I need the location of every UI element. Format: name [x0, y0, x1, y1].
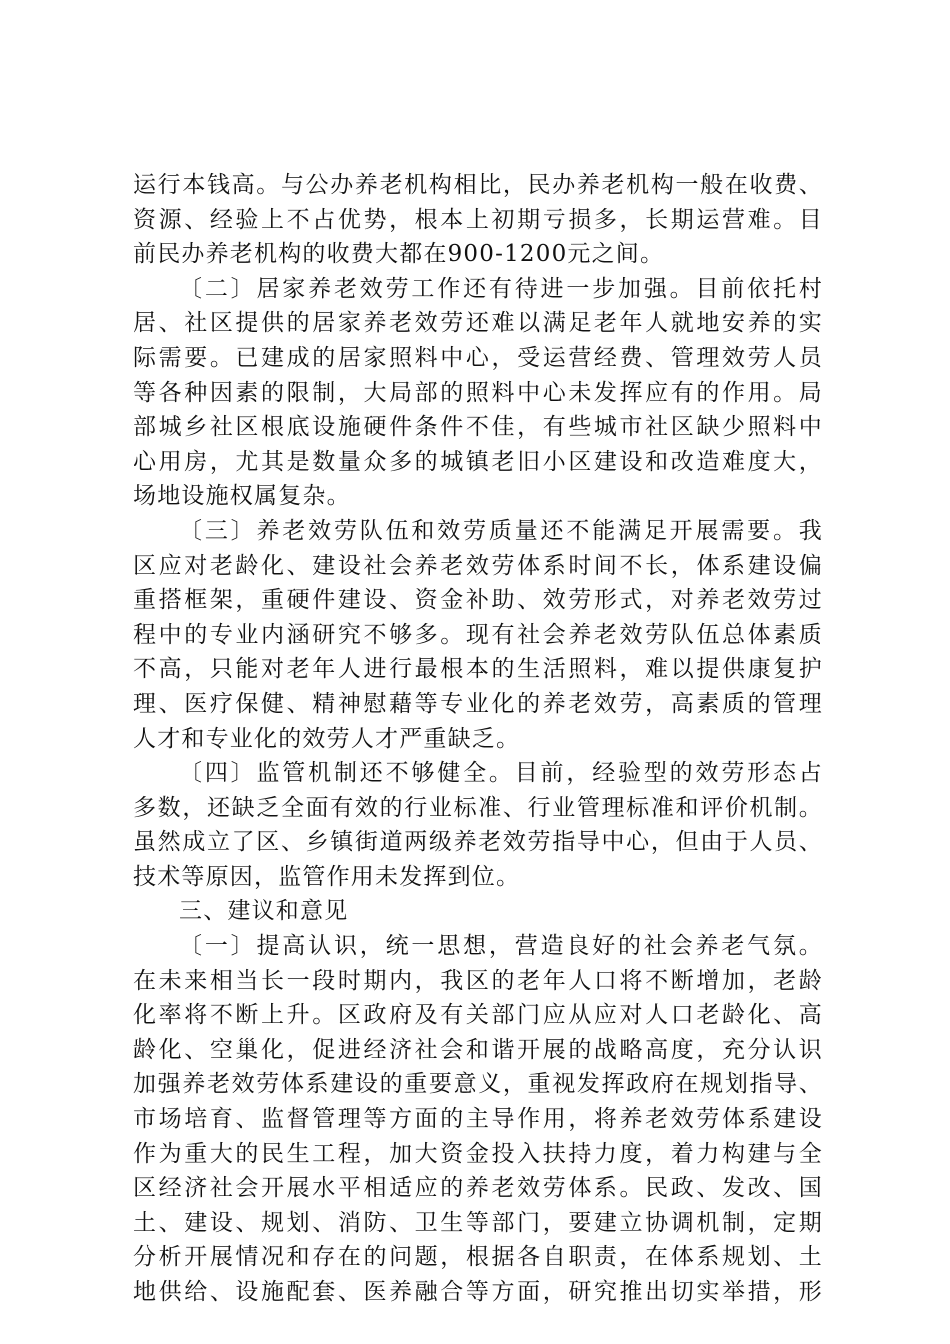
paragraph-start-line: 〔三〕养老效劳队伍和效劳质量还不能满足开展需要。我 [179, 517, 823, 544]
text-line: 居、社区提供的居家养老效劳还难以满足老年人就地安养的实 [133, 310, 823, 337]
text-line: 心用房，尤其是数量众多的城镇老旧小区建设和改造难度大， [133, 448, 823, 475]
text-line: 区应对老龄化、建设社会养老效劳体系时间不长，体系建设偏 [133, 552, 823, 579]
text-line: 区经济社会开展水平相适应的养老效劳体系。民政、发改、国 [133, 1175, 823, 1202]
text-line: 多数，还缺乏全面有效的行业标准、行业管理标准和评价机制。 [133, 794, 823, 821]
text-line: 加强养老效劳体系建设的重要意义，重视发挥政府在规划指导、 [133, 1071, 823, 1098]
text-line: 龄化、空巢化，促进经济社会和谐开展的战略高度，充分认识 [133, 1036, 823, 1063]
text-line: 在未来相当长一段时期内，我区的老年人口将不断增加，老龄 [133, 967, 823, 994]
text-line: 人才和专业化的效劳人才严重缺乏。 [133, 725, 521, 752]
text-line: 化率将不断上升。区政府及有关部门应从应对人口老龄化、高 [133, 1002, 823, 1029]
text-line: 运行本钱高。与公办养老机构相比，民办养老机构一般在收费、 [133, 172, 823, 198]
text-line: 不高，只能对老年人进行最根本的生活照料，难以提供康复护 [133, 656, 823, 683]
text-line: 场地设施权属复杂。 [133, 483, 351, 510]
text-line: 际需要。已建成的居家照料中心，受运营经费、管理效劳人员 [133, 344, 823, 371]
paragraph-start-line: 〔二〕居家养老效劳工作还有待进一步加强。目前依托村 [179, 275, 823, 302]
text-line: 分析开展情况和存在的问题，根据各自职责，在体系规划、土 [133, 1244, 823, 1271]
text-line: 作为重大的民生工程，加大资金投入扶持力度，着力构建与全 [133, 1140, 823, 1167]
text-line: 技术等原因，监管作用未发挥到位。 [133, 863, 521, 890]
text-line: 资源、经验上不占优势，根本上初期亏损多，长期运营难。目 [133, 206, 823, 233]
document-body [133, 168, 823, 1310]
text-line: 虽然成立了区、乡镇街道两级养老效劳指导中心，但由于人员、 [133, 829, 823, 856]
text-line: 土、建设、规划、消防、卫生等部门，要建立协调机制，定期 [133, 1209, 823, 1236]
text-line: 程中的专业内涵研究不够多。现有社会养老效劳队伍总体素质 [133, 621, 823, 648]
paragraph-start-line: 〔一〕提高认识，统一思想，营造良好的社会养老气氛。 [179, 933, 823, 960]
text-line: 理、医疗保健、精神慰藉等专业化的养老效劳，高素质的管理 [133, 690, 823, 717]
text-line: 部城乡社区根底设施硬件条件不佳，有些城市社区缺少照料中 [133, 414, 823, 441]
section-heading: 三、建议和意见 [179, 898, 349, 925]
text-line: 市场培育、监督管理等方面的主导作用，将养老效劳体系建设 [133, 1106, 823, 1133]
text-line: 重搭框架，重硬件建设、资金补助、效劳形式，对养老效劳过 [133, 587, 823, 614]
paragraph-start-line: 〔四〕监管机制还不够健全。目前，经验型的效劳形态占 [179, 760, 823, 787]
text-line: 前民办养老机构的收费大都在900-1200元之间。 [133, 241, 665, 268]
text-line: 地供给、设施配套、医养融合等方面，研究推出切实举措，形 [133, 1279, 823, 1305]
text-line: 等各种因素的限制，大局部的照料中心未发挥应有的作用。局 [133, 379, 823, 406]
